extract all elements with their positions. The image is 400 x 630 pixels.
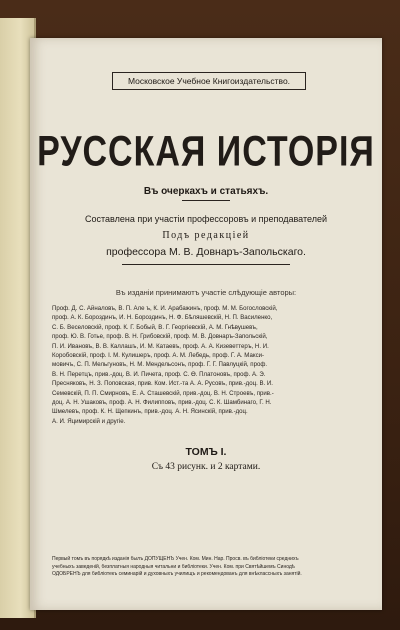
participants-heading: Въ изданіи принимаютъ участіе слѣдующіе авторы: bbox=[115, 288, 297, 297]
volume-label: ТОМЪ I. bbox=[185, 446, 227, 458]
publisher-label: Московское Учебное Книгоиздательство. bbox=[112, 72, 306, 90]
notice-line: Первый томъ въ порядкѣ изданія былъ ДОПУЩЕНЪ Учен. Ком. Мин. Нар. Просв. въ библіотеки среднихъ bbox=[52, 556, 299, 562]
participants-line: проф. Ю. В. Готье, проф. В. Н. Грибовскій, проф. М. В. Довнаръ-Запольскій, bbox=[52, 333, 268, 341]
participants-line: А. И. Яцимирскій и другіе. bbox=[52, 417, 126, 425]
book-title: РУССКАЯ ИСТОРІЯ bbox=[37, 128, 375, 176]
participants-line: П. И. Ивановъ, В. В. Каллашъ, И. М. Катаевъ, проф. А. А. Кизеветтеръ, Н. И. bbox=[52, 342, 269, 350]
edited-line: Подъ редакціей bbox=[162, 230, 250, 241]
participants-line: Шмелевъ, проф. К. Н. Щепкинъ, прив.-доц. А. Н. Ясинскій, прив.-доц. bbox=[52, 408, 248, 416]
editor-line: профессора М. В. Довнаръ-Запольскаго. bbox=[106, 246, 306, 258]
editor-divider bbox=[122, 264, 290, 265]
illustrations-line: Съ 43 рисунк. и 2 картами. bbox=[151, 462, 261, 472]
subtitle-divider bbox=[182, 200, 230, 201]
participants-line: доц. А. Н. Ушаковъ, проф. А. Н. Филипповъ, прив.-доц. С. К. Шамбинаго, Г. Н. bbox=[52, 399, 272, 407]
approval-notice bbox=[52, 556, 368, 579]
compiled-line: Составлена при участіи профессоровъ и преподавателей bbox=[85, 214, 327, 224]
participants-line: Семевскій, П. П. Смирновъ, Е. А. Сташевскій, прив.-доц. В. Н. Строевъ, прив.- bbox=[52, 389, 274, 397]
participants-line: проф. А. К. Бороздинъ, И. Н. Бороздинъ, Н. Ф. Бѣляшевскій, Н. П. Василенко, bbox=[52, 314, 273, 322]
title-page bbox=[30, 38, 382, 610]
book-subtitle: Въ очеркахъ и статьяхъ. bbox=[143, 186, 269, 197]
participants-line: Проф. Д. С. Айналовъ, В. П. Але ъ, К. И. Арабажинъ, проф. М. М. Богословскій, bbox=[52, 305, 278, 312]
participants-line: мовичъ, С. П. Мельгуновъ, Н. М. Мендельсонъ, проф. Г. Г. Павлуцкій, проф. bbox=[52, 361, 268, 369]
participants-line: Пресняковъ, Н. З. Поповская, прив. Ком. Ист.-та А. А. Русовъ, прив.-доц. В. И. bbox=[52, 380, 273, 388]
participants-line: С. Б. Веселовскій, проф. К. Г. Бобый, В. Г. Георгіевскій, А. М. Гнѣвушевъ, bbox=[52, 323, 258, 331]
notice-line: ОДОБРЕНЪ для библіотекъ семинарій и духовныхъ училищъ и рекомендованъ для внѣклассныхъ занятій. bbox=[52, 571, 302, 578]
participants-line: Коробовскій, проф. І. М. Кулишеръ, проф. А. М. Лебедь, проф. Г. А. Макси- bbox=[52, 352, 265, 360]
notice-line: учебныхъ заведеній, безплатныя народныя читальни и библіотеки. Учен. Ком. при Святѣйшемъ Синодѣ bbox=[52, 563, 295, 570]
participants-list bbox=[52, 304, 362, 426]
participants-line: В. Н. Перетцъ, прив.-доц. В. И. Пичета, проф. С. Ѳ. Платоновъ, проф. А. Э. bbox=[52, 370, 266, 378]
